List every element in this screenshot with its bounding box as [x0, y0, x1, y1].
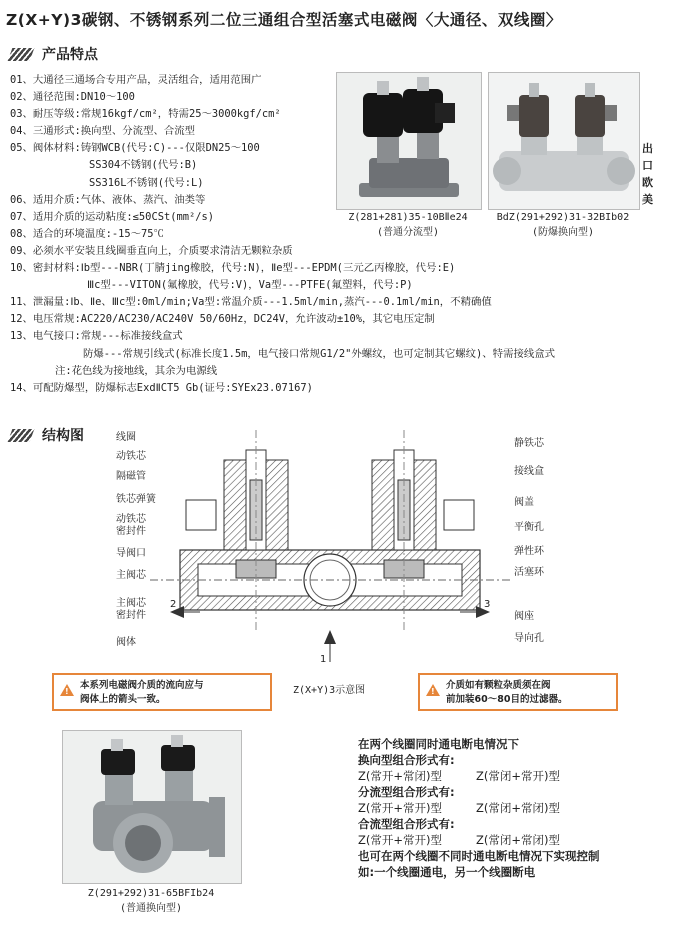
label-pilot-port: 导阀口: [116, 548, 146, 559]
feature-item: 01、大通径三通场合专用产品，灵活组合，适用范围广: [10, 74, 262, 86]
warning-text: 阀体上的箭头一致。: [80, 694, 166, 705]
section-marker-icon: [8, 48, 35, 61]
page-title: Z(X+Y)3碳钢、不锈钢系列二位三通组合型活塞式电磁阀〈大通径、双线圈〉: [6, 11, 562, 29]
combination-description: [358, 736, 600, 880]
combo-row: [358, 800, 600, 816]
feature-item: 12、电压常规:AC220/AC230/AC240V 50/60Hz，DC24V，允许波动±10%，其它电压定制: [10, 313, 435, 326]
combo-line: 在两个线圈同时通电断电情况下: [358, 737, 519, 751]
label-seal-2: 密封件: [116, 610, 146, 621]
warning-text: 介质如有颗粒杂质须在阀: [446, 680, 551, 691]
photo3-caption: [62, 888, 240, 914]
feature-item: 07、适用介质的运动粘度:≤50CSt(mm²/s): [10, 210, 214, 223]
warning-filter: [418, 673, 618, 711]
combo-row: [358, 832, 600, 848]
warning-text: 前加装60～80目的过滤器。: [446, 694, 568, 705]
label-main-spool-2: 主阀芯: [116, 598, 146, 609]
feature-item: 02、通径范围:DN10～100: [10, 91, 135, 104]
feature-item: 注:花色线为接地线，其余为电源线: [55, 364, 218, 377]
port-label-2: 2: [170, 599, 177, 610]
product-photo-diverter: [62, 730, 242, 884]
label-bonnet: 阀盖: [514, 497, 534, 508]
features-heading: [10, 44, 98, 64]
label-guide-hole: 导向孔: [514, 633, 544, 644]
label-static-core: 静铁芯: [514, 438, 544, 449]
feature-item: 04、三通形式:换向型、分流型、合流型: [10, 125, 196, 138]
label-seal: 密封件: [116, 526, 146, 537]
combo-item: Z(常闭+常闭)型: [476, 801, 560, 815]
export-char: 欧: [642, 176, 653, 189]
feature-item: 08、适合的环境温度:-15～75℃: [10, 227, 164, 240]
warning-icon: !: [60, 684, 74, 696]
combo-item: Z(常闭+常闭)型: [476, 833, 560, 847]
structure-heading-label: 结构图: [42, 428, 84, 444]
warning-text: 本系列电磁阀介质的流向应与: [80, 680, 204, 691]
photo3-model: Z(291+292)31-65BFIb24: [87, 888, 215, 899]
label-elastic-ring: 弹性环: [514, 546, 544, 557]
feature-item: 06、适用介质:气体、液体、蒸汽、油类等: [10, 193, 206, 206]
photo3-type: (普通换向型): [119, 903, 183, 914]
label-piston-ring: 活塞环: [514, 567, 544, 578]
feature-item: SS316L不锈钢(代号:L): [89, 176, 204, 189]
feature-item: 09、必须水平安装且线圈垂直向上，介质要求清洁无颗粒杂质: [10, 244, 293, 257]
photo2-caption: [488, 212, 638, 238]
combo-line: 也可在两个线圈不同时通电断电情况下实现控制: [358, 849, 600, 863]
section-marker-icon: [8, 429, 35, 442]
combo-item: Z(常开+常闭)型: [358, 769, 442, 783]
product-photo-split: [336, 72, 482, 210]
combo-item: Z(常开+常开)型: [358, 801, 442, 815]
export-char: 口: [642, 159, 653, 172]
photo2-model: BdZ(291+292)31-32BIb02: [496, 212, 630, 223]
warning-icon: !: [426, 684, 440, 696]
photo1-model: Z(281+281)35-10BⅡe24: [348, 212, 468, 223]
label-balance-hole: 平衡孔: [514, 522, 544, 533]
warning-flow-direction: [52, 673, 272, 711]
label-core-spring: 铁芯弹簧: [116, 494, 156, 505]
label-valve-seat: 阀座: [514, 611, 534, 622]
label-main-spool: 主阀芯: [116, 570, 146, 581]
combo-line: 如:一个线圈通电，另一个线圈断电: [358, 865, 536, 879]
features-heading-label: 产品特点: [42, 47, 98, 63]
feature-item: 防爆---常规引线式(标准长度1.5m，电气接口常规G1/2"外螺纹，也可定制其它螺纹)、特需接线盒式: [83, 347, 556, 360]
feature-item: 05、阀体材料:铸钢WCB(代号:C)---仅限DN25～100: [10, 142, 260, 155]
photo1-caption: [336, 212, 480, 238]
feature-item: 11、泄漏量:Ⅰb、Ⅱe、Ⅲc型:0ml/min;Va型:常温介质---1.5ml/min,蒸汽---0.1ml/min，不精确值: [10, 296, 492, 309]
structure-heading: [10, 425, 84, 445]
combo-line: 合流型组合形式有:: [358, 817, 455, 831]
feature-item: 14、可配防爆型，防爆标志ExdⅡCT5 Gb(证号:SYEx23.07167): [10, 381, 313, 394]
export-char: 出: [642, 142, 653, 155]
label-isolation-tube: 隔磁管: [116, 471, 146, 482]
label-coil: 线圈: [116, 432, 136, 443]
feature-item: 03、耐压等级:常规16kgf/cm²，特需25～3000kgf/cm²: [10, 108, 281, 121]
export-note: [642, 140, 656, 208]
structure-diagram: [150, 430, 510, 670]
combo-item: Z(常开+常开)型: [358, 833, 442, 847]
photo2-type: (防爆换向型): [531, 227, 595, 238]
feature-item: 10、密封材料:Ⅰb型---NBR(丁腈jing橡胶，代号:N)，Ⅱe型---EPDM(三元乙丙橡胶，代号:E): [10, 262, 456, 275]
combo-line: 换向型组合形式有:: [358, 753, 455, 767]
combo-item: Z(常闭+常开)型: [476, 769, 560, 783]
label-moving-core: 动铁芯: [116, 451, 146, 462]
feature-item: Ⅲc型---VITON(氟橡胶，代号:V)，Va型---PTFE(氟塑料，代号:P): [87, 279, 413, 292]
label-valve-body: 阀体: [116, 637, 136, 648]
combo-row: [358, 768, 600, 784]
photo1-type: (普通分流型): [376, 227, 440, 238]
feature-item: SS304不锈钢(代号:B): [89, 159, 198, 172]
port-label-1: 1: [320, 654, 327, 665]
combo-line: 分流型组合形式有:: [358, 785, 455, 799]
port-label-3: 3: [484, 599, 491, 610]
label-moving-core-2: 动铁芯: [116, 514, 146, 525]
diagram-caption: Z(X+Y)3示意图: [293, 685, 366, 696]
export-char: 美: [642, 193, 653, 206]
product-photo-explosion-proof: [488, 72, 640, 210]
feature-item: 13、电气接口:常规---标准接线盒式: [10, 330, 183, 343]
label-junction-box: 接线盒: [514, 466, 544, 477]
